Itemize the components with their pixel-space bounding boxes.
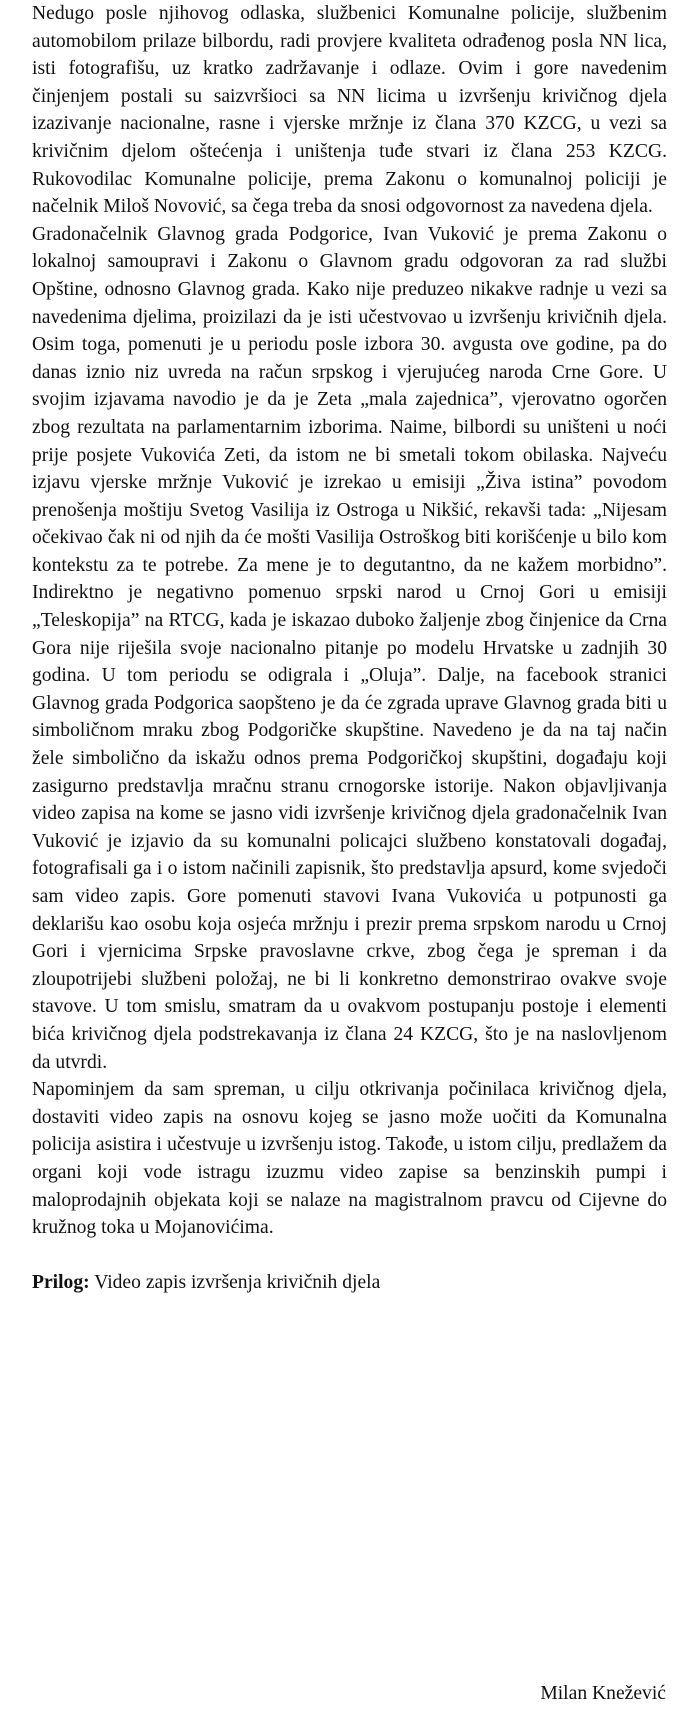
paragraph-gradonacelnik: Gradonačelnik Glavnog grada Podgorice, Ivan Vuković je prema Zakonu o lokalnoj samoupravi i Zakonu o Glavnom gradu odgovoran za rad službi Opštine, odnosno Glavnog grada. Kako nije preduzeo nikakve radnje u vezi sa navedenima djelima, proizilazi da je isti učestvovao u izvršenju krivičnih djela. Osim toga, pomenuti je u periodu posle izbora 30. avgusta ove godine, pa do danas iznio niz uvreda na račun srpskog i vjerujućeg naroda Crne Gore. U svojim izjavama navodio je da je Zeta „mala zajednica”, vjerovatno ogorčen zbog rezultata na parlamentarnim izborima. Naime, bilbordi su uništeni u noći prije posjete Vukovića Zeti, da istom ne bi smetali tokom obilaska. Najveću izjavu vjerske mržnje Vuković je izrekao u emisiji „Živa istina” povodom prenošenja moštiju Svetog Vasilija iz Ostroga u Nikšić, rekavši tada: „Nijesam očekivao čak ni od njih da će mošti Vasilija Ostroškog biti korišćenje u bilo kom kontekstu za te potrebe. Za mene je to degutantno, da ne kažem morbidno”. Indirektno je negativno pomenuo srpski narod u Crnoj Gori u emisiji „Teleskopija” na RTCG, kada je iskazao duboko žaljenje zbog činjenice da Crna Gora nije riješila svoje nacionalno pitanje po modelu Hrvatske u zadnjih 30 godina. U tom periodu se odigrala i „Oluja”. Dalje, na facebook stranici Glavnog grada Podgorica saopšteno je da će zgrada uprave Glavnog grada biti u simboličnom mraku zbog Podgoričke skupštine. Navedeno je da na taj način žele simbolično da iskažu odnos prema Podgoričkoj skupštini, događaju koji zasigurno predstavlja mračnu stranu crnogorske istorije. Nakon objavljivanja video zapisa na kome se jasno vidi izvršenje krivičnog djela gradonačelnik Ivan Vuković je izjavio da su komunalni policajci službeno konstatovali događaj, fotografisali ga i o istom načinili zapisnik, što predstavlja apsurd, kome svjedoči sam video zapis. Gore pomenuti stavovi Ivana Vukovića u potpunosti ga deklarišu kao osobu koja osjeća mržnju i prezir prema srpskom narodu u Crnoj Gori i vjernicima Srpske pravoslavne crkve, zbog čega je spreman i da zloupotrijebi službeni položaj, ne bi li konkretno demonstrirao ovakve svoje stavove. U tom smislu, smatram da u ovakvom postupanju postoje i elementi bića krivičnog djela podstrekavanja iz člana 24 KZCG, što je na naslovljenom da utvrdi. — [32, 223, 667, 1073]
document-body — [32, 0, 667, 1296]
paragraph-komunalna-policija: Nedugo posle njihovog odlaska, službenici Komunalne policije, službenim automobilom prilaze bilbordu, radi provjere kvaliteta odrađenog posla NN lica, isti fotografišu, uz kratko zadržavanje i odlaze. Ovim i gore navedenim činjenjem postali su saizvršioci sa NN licima u izvršenju krivičnog djela izazivanje nacionalne, rasne i vjerske mržnje iz člana 370 KZCG, u vezi sa krivičnim djelom oštećenja i uništenja tuđe stvari iz člana 253 KZCG. Rukovodilac Komunalne policije, prema Zakonu o komunalnoj policiji je načelnik Miloš Novović, sa čega treba da snosi odgovornost za navedena djela. — [32, 3, 667, 218]
attachment-text: Video zapis izvršenja krivičnih djela — [89, 1271, 381, 1293]
attachment-line — [32, 1269, 667, 1297]
attachment-label: Prilog: — [32, 1271, 90, 1293]
signature: Milan Knežević — [540, 1683, 666, 1704]
paragraph-napominjem: Napominjem da sam spreman, u cilju otkrivanja počinilaca krivičnog djela, dostaviti video zapis na osnovu kojeg se jasno može uočiti da Komunalna policija asistira i učestvuje u izvršenju istog. Takođe, u istom cilju, predlažem da organi koji vode istragu izuzmu video zapise sa benzinskih pumpi i maloprodajnih objekata koji se nalaze na magistralnom pravcu od Cijevne do kružnog toka u Mojanovićima. — [32, 1079, 667, 1239]
